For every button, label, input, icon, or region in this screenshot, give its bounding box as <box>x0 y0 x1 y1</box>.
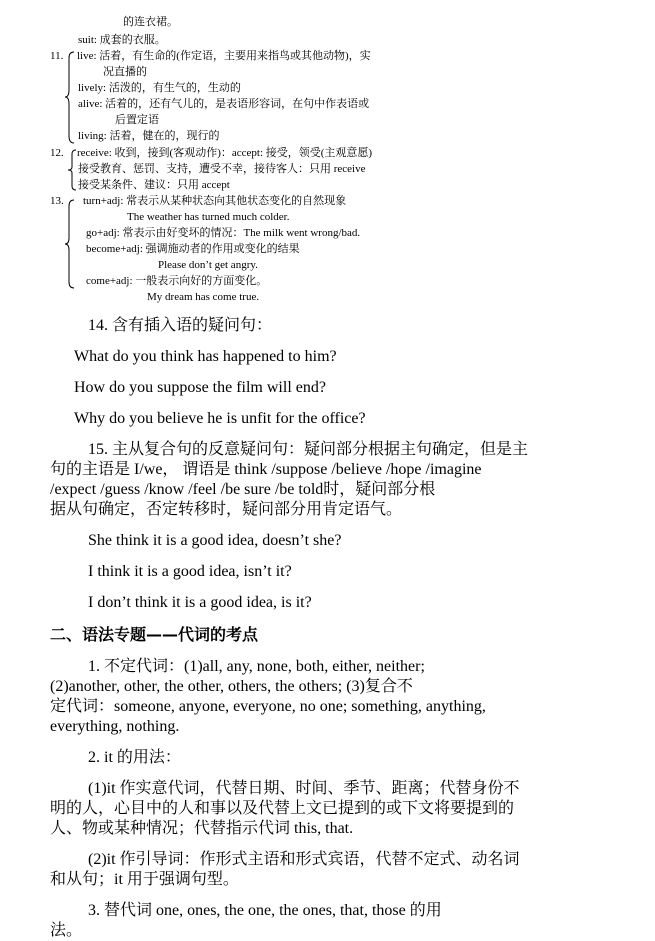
paragraph-line: 明的人，心目中的人和事以及代替上文已提到的或下文将要提到的 <box>50 800 515 817</box>
text-line: alive: 活着的，还有气儿的，是表语形容词，在句中作表语或 <box>78 98 370 110</box>
text-line: lively: 活泼的，有生气的，生动的 <box>78 82 241 94</box>
paragraph-line: 1. 不定代词：(1)all, any, none, both, either, neither; <box>88 658 425 675</box>
example-sentence: The weather has turned much colder. <box>127 211 290 223</box>
paragraph-line: 15. 主从复合句的反意疑问句：疑问部分根据主句确定，但是主 <box>88 441 529 458</box>
item-number: 12. <box>50 147 64 159</box>
main-text <box>0 316 655 941</box>
text-line: 接受教育、惩罚、支持，遭受不幸，接待客人：只用 receive <box>78 163 366 175</box>
example-sentence: What do you think has happened to him? <box>74 348 337 365</box>
text-line: living: 活着，健在的，现行的 <box>78 130 220 142</box>
brace-11 <box>64 50 76 145</box>
item-number: 11. <box>50 50 64 62</box>
example-sentence: Why do you believe he is unfit for the office? <box>74 410 366 427</box>
paragraph-line: 和从句；it 用于强调句型。 <box>50 871 239 888</box>
text-line: 接受某条件、建议：只用 accept <box>78 179 230 191</box>
paragraph-line: 3. 替代词 one, ones, the one, the ones, that, those 的用 <box>88 902 442 919</box>
chapter-heading: 二、语法专题——代词的考点 <box>50 625 259 644</box>
paragraph-line: (1)it 作实意代词，代替日期、时间、季节、距离；代替身份不 <box>88 780 520 797</box>
text-line: go+adj: 常表示由好变坏的情况：The milk went wrong/bad. <box>86 227 361 239</box>
text-line: 况直播的 <box>103 66 147 78</box>
example-sentence: How do you suppose the film will end? <box>74 379 326 396</box>
brace-13 <box>64 198 76 290</box>
paragraph-line: 法。 <box>50 922 83 939</box>
text-line: turn+adj: 常表示从某种状态向其他状态变化的自然现象 <box>83 195 347 207</box>
paragraph-line: (2)another, other, the other, others, the others; (3)复合不 <box>50 678 413 695</box>
paragraph-line: everything, nothing. <box>50 718 180 735</box>
paragraph-line: (2)it 作引导词：作形式主语和形式宾语，代替不定式、动名词 <box>88 851 520 868</box>
paragraph-line: 定代词：someone, anyone, everyone, no one; something, anything, <box>50 698 486 715</box>
text-line: 的连衣裙。 <box>123 16 178 28</box>
text-line: come+adj: 一般表示向好的方面变化。 <box>86 275 268 287</box>
item-number: 13. <box>50 195 64 207</box>
example-sentence: I don’t think it is a good idea, is it? <box>88 594 312 611</box>
text-line: become+adj: 强调施动者的作用或变化的结果 <box>86 243 300 255</box>
paragraph-line: 人、物或某种情况；代替指示代词 this, that. <box>50 820 354 837</box>
paragraph-line: /expect /guess /know /feel /be sure /be told时，疑问部分根 <box>50 481 436 498</box>
example-sentence: She think it is a good idea, doesn’t she? <box>88 532 342 549</box>
text-line: live: 活着，有生命的(作定语，主要用来指鸟或其他动物)，实 <box>77 50 371 62</box>
example-sentence: Please don’t get angry. <box>158 259 258 271</box>
text-line: suit: 成套的衣服。 <box>78 34 166 46</box>
text-line: receive: 收到，接到(客观动作)：accept: 接受，领受(主观意愿) <box>77 147 373 159</box>
example-sentence: I think it is a good idea, isn’t it? <box>88 563 292 580</box>
example-sentence: My dream has come true. <box>147 291 260 303</box>
paragraph-line: 据从句确定，否定转移时，疑问部分用肯定语气。 <box>50 501 403 518</box>
text-line: 后置定语 <box>115 114 159 126</box>
section-heading: 14. 含有插入语的疑问句： <box>88 317 273 334</box>
section-heading: 2. it 的用法： <box>88 749 181 766</box>
paragraph-line: 句的主语是 I/we， 谓语是 think /suppose /believe /hope /imagine <box>50 461 482 478</box>
